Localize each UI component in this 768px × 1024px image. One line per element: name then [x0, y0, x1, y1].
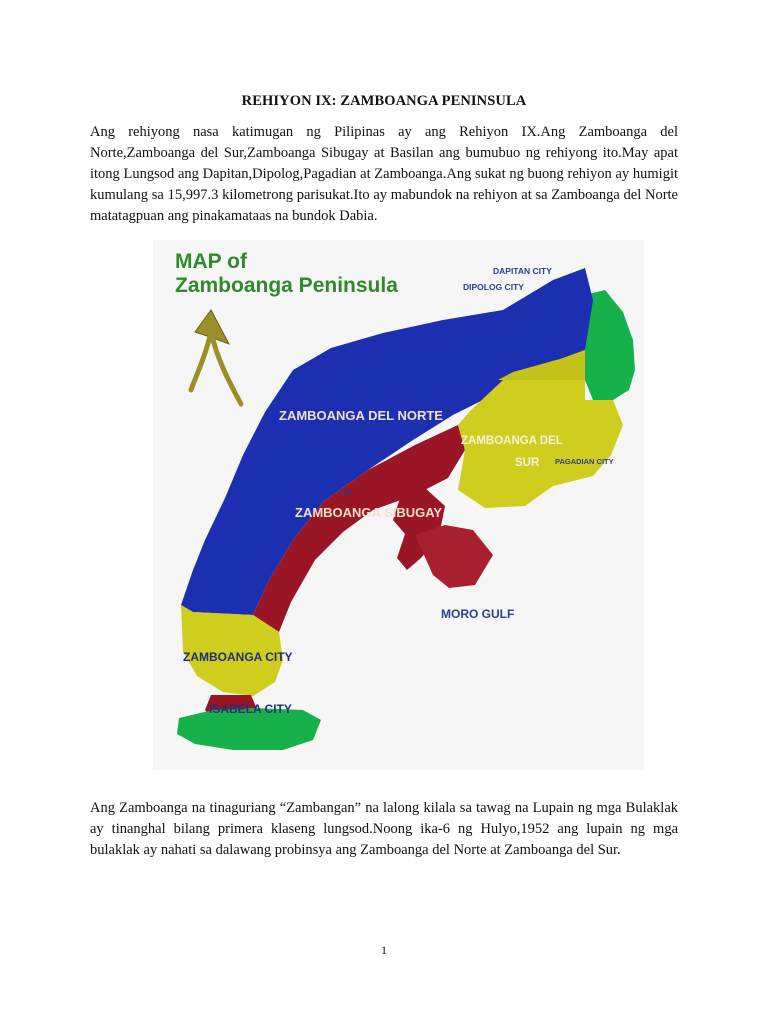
- map-title-line2: Zamboanga Peninsula: [175, 274, 398, 297]
- label-dapitan-city: DAPITAN CITY: [493, 266, 552, 276]
- label-zamboanga-sibugay: ZAMBOANGA SIBUGAY: [295, 505, 443, 520]
- label-dipolog-city: DIPOLOG CITY: [463, 282, 524, 292]
- label-zamboanga-del-norte: ZAMBOANGA DEL NORTE: [279, 408, 443, 423]
- region-sibugay-islands: [415, 525, 493, 588]
- north-arrow-icon: [191, 310, 241, 404]
- zamboanga-peninsula-map: [153, 240, 644, 770]
- page-number: 1: [381, 943, 387, 957]
- label-ipil: IPIL: [341, 491, 353, 497]
- label-moro-gulf: MORO GULF: [441, 607, 515, 621]
- label-isabela-city: ISABELA CITY: [209, 702, 292, 716]
- paragraph-zambangan: Ang Zamboanga na tinaguriang “Zambangan” na lalong kilala sa tawag na Lupain ng mga Bulaklak ay tinanghal bilang primera klaseng lungsod.Noong ika-6 ng Hulyo,1952 ang lupain ng mga bulaklak ay nahati sa dalawang probinsya ang Zamboanga del Norte at Zamboanga del Sur.: [90, 800, 678, 858]
- region-dapitan-green: [585, 290, 635, 400]
- label-zamboanga-del-sur-2: SUR: [515, 457, 540, 469]
- paragraph-intro: Ang rehiyong nasa katimugan ng Pilipinas ay ang Rehiyon IX.Ang Zamboanga del Norte,Zamboanga del Sur,Zamboanga Sibugay at Basilan ang bumubuo ng rehiyong ito.May apat itong Lungsod ang Dapitan,Dipolog,Pagadian at Zamboanga.Ang sukat ng buong rehiyon ay humigit kumulang sa 15,997.3 kilometrong parisukat.Ito ay mabundok na rehiyon at sa Zamboanga del Norte matatagpuan ang pinakamataas na bundok Dabia.: [90, 124, 678, 224]
- label-pagadian-city: PAGADIAN CITY: [555, 457, 614, 466]
- map-title-line1: MAP of: [175, 250, 247, 273]
- page-title: REHIYON IX: ZAMBOANGA PENINSULA: [241, 93, 527, 109]
- label-zamboanga-del-sur-1: ZAMBOANGA DEL: [461, 435, 563, 447]
- label-zamboanga-city: ZAMBOANGA CITY: [183, 650, 293, 664]
- map-image: [153, 240, 644, 770]
